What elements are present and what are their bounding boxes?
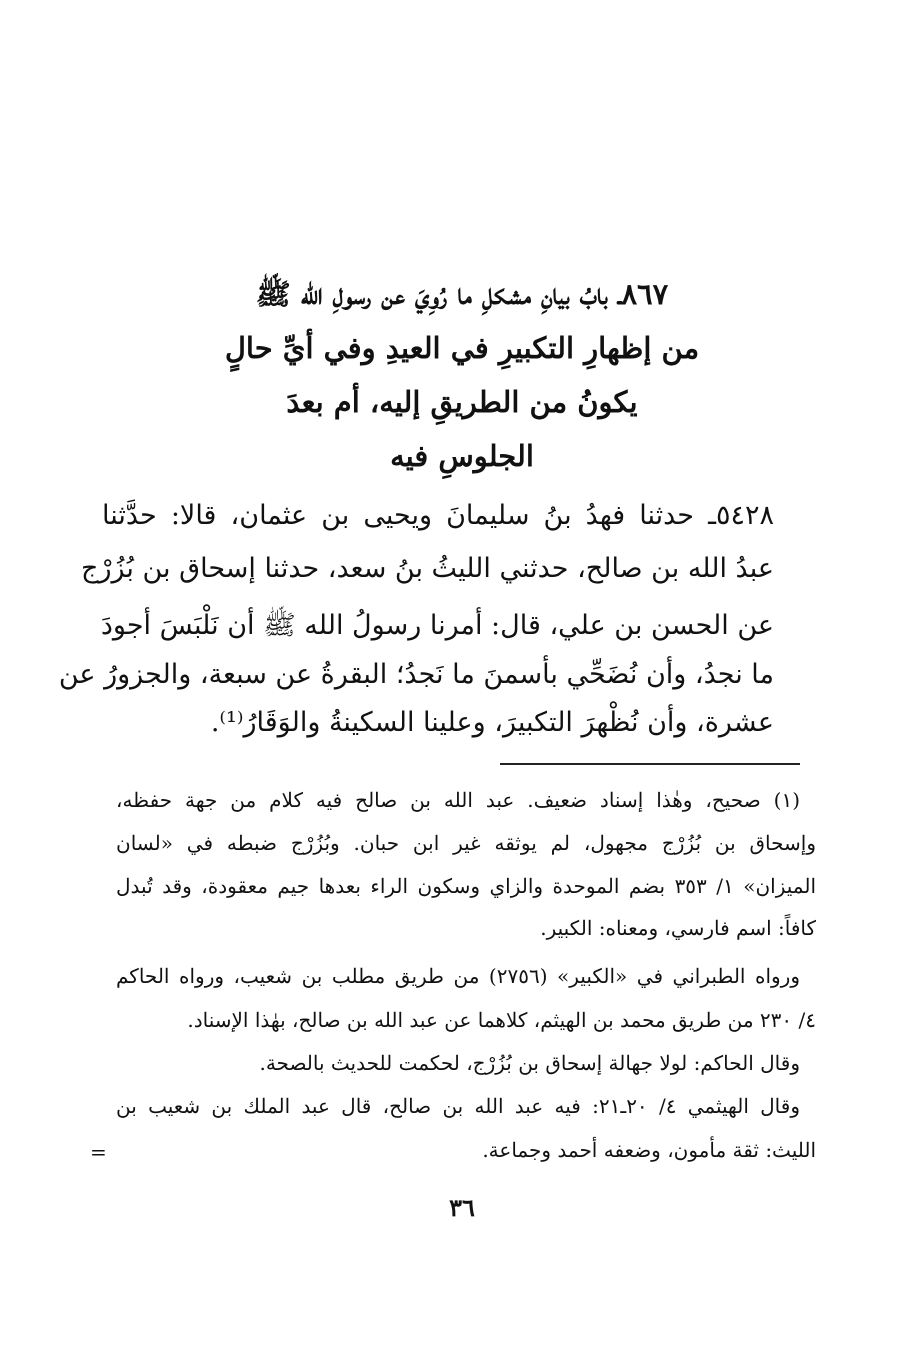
footnote-line-3: الميزان» ١/ ٣٥٣ بضم الموحدة والزاي وسكون الراء بعدها جيم معقودة، وقد تُبدل xyxy=(116,874,816,898)
footnote-line-4: كافاً: اسم فارسي، ومعناه: الكبير. xyxy=(540,916,816,940)
footnote-line-7: وقال الحاكم: لولا جهالة إسحاق بن بُزُرْج، لحكمت للحديث بالصحة. xyxy=(259,1051,800,1075)
chapter-heading-line-1: ٨٦٧ـ بابُ بيانِ مشكلِ ما رُوِيَ عن رسولِ الله ﷺ xyxy=(255,277,669,311)
hadith-line-2: عبدُ الله بن صالح، حدثني الليثُ بنُ سعد، حدثنا إسحاق بن بُزُرْج xyxy=(81,553,774,584)
footnote-line-9: الليث: ثقة مأمون، وضعفه أحمد وجماعة. xyxy=(482,1138,816,1162)
hadith-line-3: عن الحسن بن علي، قال: أمرنا رسولُ الله ﷺ أن نَلْبَسَ أجودَ xyxy=(100,610,774,641)
chapter-heading-line-4: الجلوسِ فيه xyxy=(390,439,534,473)
footnote-line-8: وقال الهيثمي ٤/ ٢٠ـ٢١: فيه عبد الله بن صالح، قال عبد الملك بن شعيب بن xyxy=(116,1094,800,1118)
chapter-heading-line-3: يكونُ من الطريقِ إليه، أم بعدَ xyxy=(286,385,638,419)
footnote-line-2: وإسحاق بن بُزُرْج مجهول، لم يوثقه غير ابن حبان. وبُزُرْج ضبطه في «لسان xyxy=(116,831,816,855)
continuation-mark: = xyxy=(90,1140,107,1164)
footnote-line-6: ٤/ ٢٣٠ من طريق محمد بن الهيثم، كلاهما عن عبد الله بن صالح، بهٰذا الإسناد. xyxy=(187,1008,816,1032)
hadith-line-4: ما نجدُ، وأن نُضَحِّي بأسمنَ ما نَجدُ؛ البقرةُ عن سبعة، والجزورُ عن xyxy=(58,659,774,690)
footnote-separator xyxy=(500,763,800,765)
footnote-line-1: (١) صحيح، وهٰذا إسناد ضعيف. عبد الله بن صالح فيه كلام من جهة حفظه، xyxy=(116,788,800,812)
footnote-line-5: ورواه الطبراني في «الكبير» (٢٧٥٦) من طريق مطلب بن شعيب، ورواه الحاكم xyxy=(116,964,800,988)
chapter-heading-line-2: من إظهارِ التكبيرِ في العيدِ وفي أيِّ حالٍ xyxy=(224,331,700,365)
hadith-line-5: عشرة، وأن نُظْهرَ التكبيرَ، وعلينا السكينةُ والوَقَارُ⁽¹⁾. xyxy=(210,707,774,738)
page-number: ٣٦ xyxy=(449,1193,475,1222)
hadith-line-1: ٥٤٢٨ـ حدثنا فهدُ بنُ سليمانَ ويحيى بن عثمان، قالا: حدَّثنا xyxy=(102,500,774,531)
